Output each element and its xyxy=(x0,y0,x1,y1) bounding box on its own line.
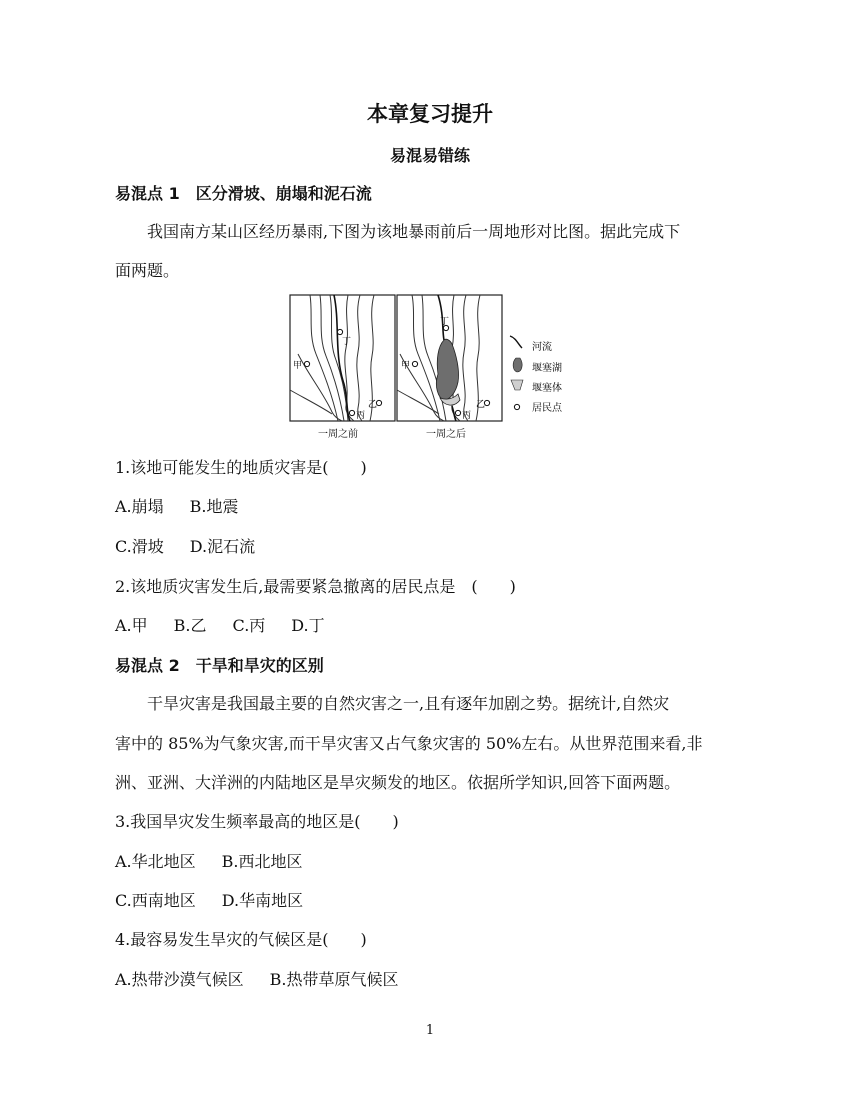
legend-dam-symbol xyxy=(511,380,523,390)
section2-intro-line1: 干旱灾害是我国最主要的自然灾害之一,且有逐年加剧之势。据统计,自然灾 xyxy=(147,694,670,713)
q3-option-b: B.西北地区 xyxy=(221,852,303,871)
section1-intro-line2: 面两题。 xyxy=(115,261,180,280)
q1-option-a: A.崩塌 xyxy=(115,497,164,516)
legend-dam-label: 堰塞体 xyxy=(532,383,562,394)
section2-intro-line2: 害中的 85%为气象灾害,而干旱灾害又占气象灾害的 50%左右。从世界范围来看,非 xyxy=(115,734,703,753)
page-number: 1 xyxy=(425,1023,435,1038)
q3-option-c: C.西南地区 xyxy=(115,891,196,910)
after-label-bing: 丙 xyxy=(462,411,472,421)
after-settlement-bing xyxy=(455,410,460,415)
before-settlement-bing xyxy=(349,410,354,415)
after-label-yi: 乙 xyxy=(476,400,486,410)
figure-legend xyxy=(510,336,563,414)
q1-option-b: B.地震 xyxy=(189,497,239,516)
legend-settlement-label: 居民点 xyxy=(532,403,562,414)
q2-option-b: B.乙 xyxy=(173,616,207,635)
terrain-comparison-figure xyxy=(288,294,588,444)
question-4-options xyxy=(115,967,399,990)
q2-option-d: D.丁 xyxy=(291,616,325,635)
before-settlement-jia xyxy=(304,361,309,366)
q1-option-d: D.泥石流 xyxy=(189,537,256,556)
section1-heading: 易混点 1 区分滑坡、崩塌和泥石流 xyxy=(115,184,372,203)
page-subtitle: 易混易错练 xyxy=(389,146,470,165)
before-label-bing: 丙 xyxy=(356,411,366,421)
after-settlement-jia xyxy=(412,361,417,366)
question-4: 4.最容易发生旱灾的气候区是( ) xyxy=(115,930,367,949)
q2-option-a: A.甲 xyxy=(115,616,148,635)
page-title: 本章复习提升 xyxy=(367,102,493,126)
before-label-ding: 丁 xyxy=(342,337,352,347)
question-1-options-row2 xyxy=(115,534,255,557)
after-caption: 一周之后 xyxy=(426,429,466,440)
question-3-options-row2 xyxy=(115,888,303,911)
legend-river-symbol xyxy=(510,336,522,348)
legend-lake-label: 堰塞湖 xyxy=(532,363,562,374)
before-label-jia: 甲 xyxy=(293,361,303,371)
before-settlement-ding xyxy=(337,329,342,334)
after-label-jia: 甲 xyxy=(401,361,411,371)
q3-option-a: A.华北地区 xyxy=(115,852,196,871)
q1-option-c: C.滑坡 xyxy=(115,537,164,556)
section2-heading: 易混点 2 干旱和旱灾的区别 xyxy=(115,656,324,675)
section1-intro-line1: 我国南方某山区经历暴雨,下图为该地暴雨前后一周地形对比图。据此完成下 xyxy=(147,222,681,241)
before-caption: 一周之前 xyxy=(318,429,358,440)
question-3: 3.我国旱灾发生频率最高的地区是( ) xyxy=(115,812,399,831)
question-2: 2.该地质灾害发生后,最需要紧急撤离的居民点是 ( ) xyxy=(115,577,516,596)
question-1-options-row1 xyxy=(115,494,239,517)
section2-intro-line3: 洲、亚洲、大洋洲的内陆地区是旱灾频发的地区。依据所学知识,回答下面两题。 xyxy=(115,773,681,792)
after-label-ding: 丁 xyxy=(440,317,450,327)
question-2-options xyxy=(115,613,325,636)
q4-option-a: A.热带沙漠气候区 xyxy=(115,970,244,989)
q2-option-c: C.丙 xyxy=(232,616,266,635)
legend-river-label: 河流 xyxy=(532,342,552,353)
q3-option-d: D.华南地区 xyxy=(221,891,304,910)
before-label-yi: 乙 xyxy=(368,400,378,410)
question-3-options-row1 xyxy=(115,849,303,872)
question-1: 1.该地可能发生的地质灾害是( ) xyxy=(115,458,367,477)
legend-settlement-symbol xyxy=(514,404,519,409)
q4-option-b: B.热带草原气候区 xyxy=(269,970,399,989)
legend-lake-symbol xyxy=(513,358,522,372)
after-settlement-yi xyxy=(484,400,489,405)
before-settlement-yi xyxy=(376,400,381,405)
